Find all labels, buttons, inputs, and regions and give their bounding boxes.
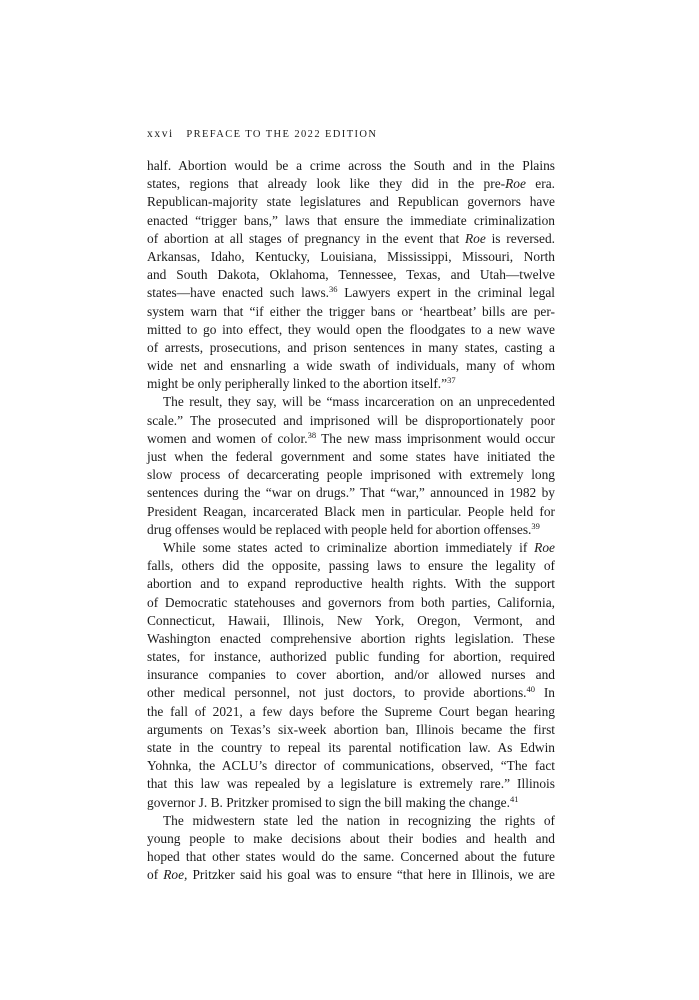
body-text: [147, 157, 555, 885]
text-segment: Pritzker said his goal was to ensure “that here in Illinois, we are: [187, 867, 555, 883]
text-line: [147, 193, 555, 211]
text-segment: Washington enacted comprehensive abortion rights legislation. These: [147, 630, 555, 646]
italic-text: Roe,: [163, 867, 188, 883]
paragraph-first-line: [147, 539, 555, 557]
text-segment: system warn that “if either the trigger bans or ‘heartbeat’ bills are per-: [147, 303, 555, 319]
footnote-marker: 36: [329, 284, 338, 295]
text-segment: abortion and to expand reproductive health rights. With the support: [147, 576, 555, 592]
text-segment: In: [535, 685, 555, 701]
text-segment: falls, others did the opposite, passing laws to ensure the legality of: [147, 558, 555, 574]
text-segment: just when the federal government and some states have initiated the: [147, 449, 555, 464]
text-segment: President Reagan, incarcerated Black men in particular. People held for: [147, 503, 555, 519]
text-segment: governor J. B. Pritzker promised to sign the bill making the change.: [147, 794, 510, 810]
text-segment: states, regions that already look like they did in the pre-: [147, 176, 506, 192]
text-line: [147, 739, 555, 757]
text-line: [147, 775, 555, 793]
text-line: [147, 630, 555, 648]
page-number: xxvi: [147, 128, 174, 140]
text-line: [147, 248, 555, 266]
text-segment: The midwestern state led the nation in recognizing the rights of: [163, 812, 555, 828]
text-segment: states—have enacted such laws.: [147, 285, 329, 301]
text-line: [147, 484, 555, 502]
text-line: [147, 303, 555, 321]
text-segment: Yohnka, the ACLU’s director of communications, observed, “The fact: [147, 758, 555, 774]
text-segment: sentences during the “war on drugs.” That “war,” announced in 1982 by: [147, 485, 555, 501]
text-segment: of arrests, prosecutions, and prison sentences in many states, casting a: [147, 339, 555, 355]
text-line: [147, 412, 555, 430]
book-page: [147, 124, 555, 885]
text-line: [147, 230, 555, 248]
text-segment: mitted to go into effect, they would open the floodgates to a new wave: [147, 321, 555, 337]
text-segment: The result, they say, will be “mass incarceration on an unprecedented: [163, 394, 555, 410]
text-line: [147, 521, 555, 539]
text-segment: wide net and ensnarling a wide swath of individuals, many of whom: [147, 358, 555, 374]
text-segment: other medical personnel, not just doctors, to provide abortions.: [147, 685, 527, 701]
text-segment: hoped that other states would do the same. Concerned about the future: [147, 849, 555, 865]
running-title: PREFACE TO THE 2022 EDITION: [186, 129, 378, 140]
text-segment: slow process of decarcerating people imprisoned with extremely long: [147, 467, 555, 483]
text-line: [147, 375, 555, 393]
footnote-marker: 37: [447, 375, 456, 386]
text-segment: Republican-majority state legislatures and Republican governors have: [147, 194, 555, 210]
text-line: [147, 157, 555, 175]
text-segment: insurance companies to cover abortion, and/or allowed nurses and: [147, 667, 555, 683]
footnote-marker: 40: [526, 684, 536, 695]
text-segment: states, for instance, authorized public funding for abortion, required: [147, 649, 555, 665]
text-segment: era.: [525, 176, 556, 192]
text-segment: is reversed.: [485, 230, 555, 246]
text-line: [147, 612, 555, 630]
paragraph-first-line: [147, 393, 555, 411]
footnote-marker: 38: [307, 429, 317, 440]
text-segment: half. Abortion would be a crime across the South and in the Plains: [147, 158, 555, 173]
text-line: [147, 175, 555, 193]
text-line: [147, 266, 555, 284]
paragraph-first-line: [147, 812, 555, 830]
text-line: [147, 757, 555, 775]
text-segment: women and women of color.: [147, 430, 308, 446]
text-segment: young people to make decisions about their bodies and health and: [147, 830, 555, 846]
text-line: [147, 848, 555, 866]
text-line: [147, 430, 555, 448]
text-segment: of Democratic statehouses and governors from both parties, California,: [147, 594, 555, 610]
text-line: [147, 703, 555, 721]
italic-text: Roe: [505, 176, 526, 192]
text-line: [147, 357, 555, 375]
text-line: [147, 830, 555, 848]
text-line: [147, 594, 555, 612]
italic-text: Roe: [464, 230, 486, 246]
text-line: [147, 448, 555, 466]
text-segment: the fall of 2021, a few days before the Supreme Court began hearing: [147, 703, 555, 719]
text-line: [147, 648, 555, 666]
text-line: [147, 684, 555, 702]
text-segment: might be only peripherally linked to the abortion itself.”: [147, 376, 448, 392]
text-line: [147, 557, 555, 575]
text-line: [147, 212, 555, 230]
italic-text: Roe: [534, 539, 555, 555]
text-segment: of abortion at all stages of pregnancy in the event that: [147, 230, 465, 246]
text-line: [147, 503, 555, 521]
text-segment: of: [147, 867, 164, 883]
text-segment: and South Dakota, Oklahoma, Tennessee, Texas, and Utah—twelve: [147, 267, 555, 283]
text-line: [147, 284, 555, 302]
text-line: [147, 866, 555, 884]
footnote-marker: 41: [509, 793, 519, 804]
footnote-marker: 39: [531, 520, 540, 531]
text-segment: Arkansas, Idaho, Kentucky, Louisiana, Mississippi, Missouri, North: [147, 248, 555, 264]
text-line: [147, 466, 555, 484]
running-head: [147, 124, 555, 144]
text-segment: enacted “trigger bans,” laws that ensure the immediate criminalization: [147, 212, 555, 228]
text-segment: arguments on Texas’s six-week abortion ban, Illinois became the first: [147, 721, 555, 737]
text-segment: The new mass imprisonment would occur: [316, 430, 555, 446]
text-line: [147, 794, 555, 812]
text-line: [147, 666, 555, 684]
text-segment: Connecticut, Hawaii, Illinois, New York, Oregon, Vermont, and: [147, 612, 555, 628]
text-segment: state in the country to repeal its parental notification law. As Edwin: [147, 740, 555, 755]
text-line: [147, 339, 555, 357]
text-line: [147, 321, 555, 339]
text-line: [147, 721, 555, 739]
text-segment: scale.” The prosecuted and imprisoned will be disproportionately poor: [147, 412, 555, 428]
text-line: [147, 575, 555, 593]
text-segment: Lawyers expert in the criminal legal: [337, 285, 555, 301]
text-segment: While some states acted to criminalize abortion immediately if: [163, 539, 535, 555]
text-segment: that this law was repealed by a legislature is extremely rare.” Illinois: [147, 776, 555, 792]
text-segment: drug offenses would be replaced with people held for abortion offenses.: [147, 521, 532, 537]
